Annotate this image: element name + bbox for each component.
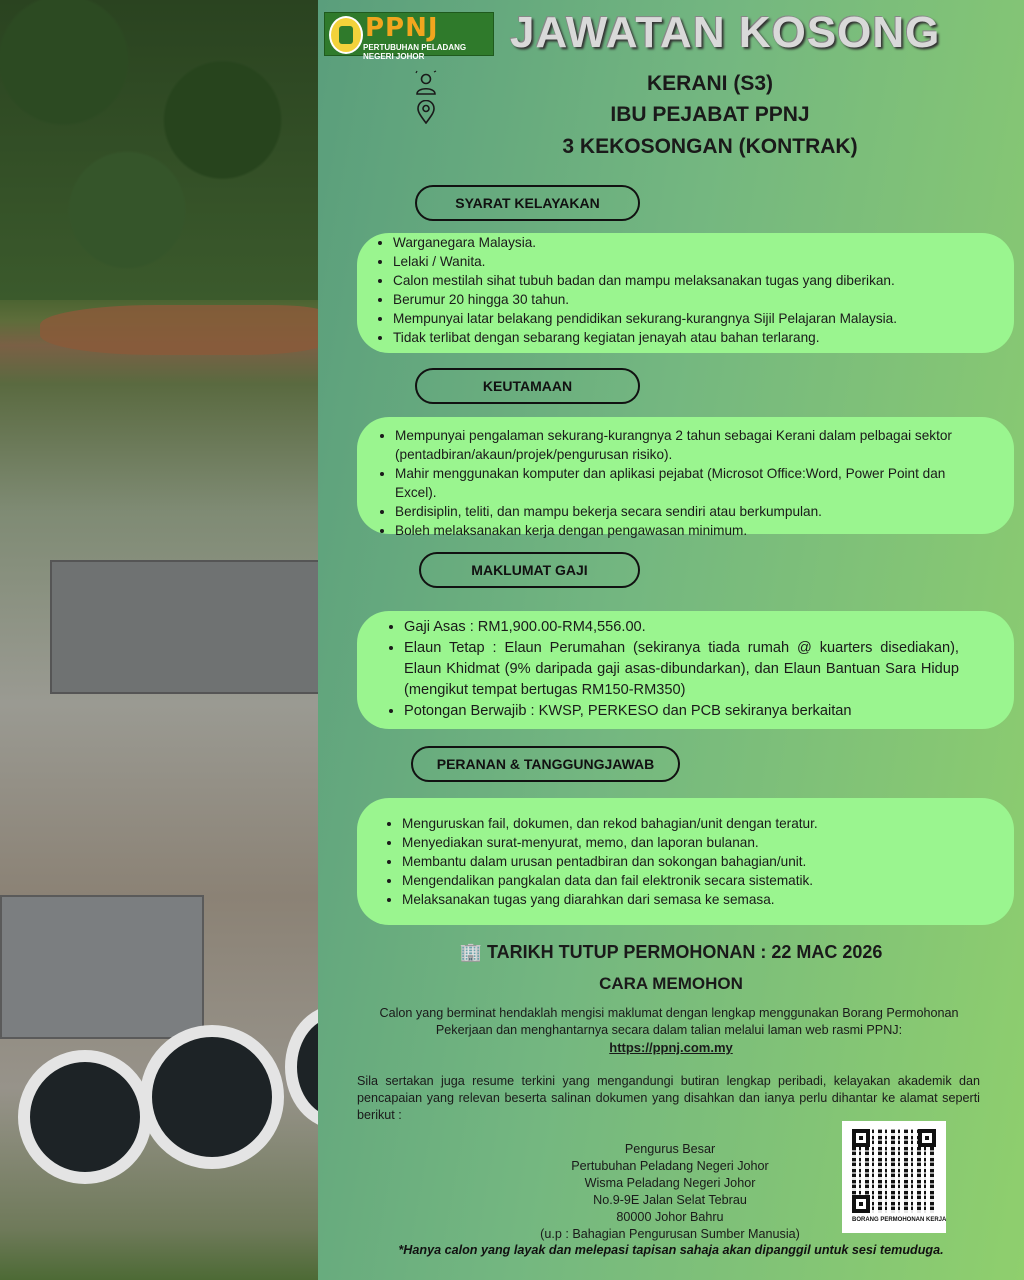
how-to-apply-heading: CARA MEMOHON [599,974,743,993]
qr-code[interactable] [842,1121,946,1233]
address-line: No.9-9E Jalan Selat Tebrau [593,1193,747,1207]
warehouse-roof [0,895,204,1039]
gaji-list [357,617,959,722]
logo-seal-icon [329,16,363,54]
website-link[interactable]: https://ppnj.com.my [609,1040,733,1055]
storage-tank [285,1005,318,1129]
closing-date: 🏢 TARIKH TUTUP PERMOHONAN : 22 MAC 2026 [459,942,883,962]
forest-area [0,0,318,300]
peranan-box [357,798,1014,925]
keutamaan-box [357,417,1014,538]
syarat-box [357,233,1014,353]
list-item: • Mahir menggunakan komputer dan aplikasi pejabat (Microsot Office:Word, Power Point dan Excel). [395,464,984,502]
section-heading-syarat: SYARAT KELAYAKAN [415,185,640,221]
river [40,305,318,355]
factory-roof [50,560,318,694]
list-item: • Mempunyai latar belakang pendidikan sekurang-kurangnya Sijil Pelajaran Malaysia. [393,309,1014,328]
list-item: • Menguruskan fail, dokumen, dan rekod bahagian/unit dengan teratur. [402,814,1014,833]
list-item: • Berumur 20 hingga 30 tahun. [393,290,1014,309]
qr-code-pattern [852,1129,936,1213]
qr-label: BORANG PERMOHONAN KERJA [852,1217,947,1223]
gaji-box [357,611,1014,729]
address-line: 80000 Johor Bahru [616,1210,724,1224]
list-item: • Tidak terlibat dengan sebarang kegiatan jenayah atau bahan terlarang. [393,328,1014,347]
logo-name: PPNJ [365,13,439,43]
list-item: • Berdisiplin, teliti, dan mampu bekerja secara sendiri atau berkumpulan. [395,502,984,521]
storage-tank [140,1025,284,1169]
job-location: IBU PEJABAT PPNJ [610,103,810,126]
list-item: • Warganegara Malaysia. [393,233,1014,252]
ppnj-logo [324,12,494,61]
address-line: Pertubuhan Peladang Negeri Johor [571,1159,769,1173]
list-item: • Menyediakan surat-menyurat, memo, dan laporan bulanan. [402,833,1014,852]
address-line: (u.p : Bahagian Pengurusan Sumber Manusia) [540,1227,800,1241]
section-heading-peranan: PERANAN & TANGGUNGJAWAB [411,746,680,782]
keutamaan-list [357,426,984,540]
job-position: KERANI (S3) [646,72,773,95]
list-item: • Gaji Asas : RM1,900.00-RM4,556.00. [404,617,959,638]
job-vacancies: 3 KEKOSONGAN (KONTRAK) [562,135,858,158]
list-item: • Mempunyai pengalaman sekurang-kurangnya 2 tahun sebagai Kerani dalam pelbagai sektor (pentadbiran/akaun/projek/pengurusan risiko). [395,426,984,464]
list-item: • Potongan Berwajib : KWSP, PERKESO dan PCB sekiranya berkaitan [404,701,959,722]
qr-finder [918,1129,936,1147]
list-item: • Melaksanakan tugas yang diarahkan dari semasa ke semasa. [402,890,1014,909]
list-item: • Elaun Tetap : Elaun Perumahan (sekiranya tiada rumah @ kuarters disediakan), Elaun Khidmat (9% daripada gaji asas-dibundarkan), dan Elaun Bantuan Sara Hidup (mengikut tempat bertugas RM150-RM350) [404,638,959,701]
qr-finder [852,1129,870,1147]
address-line: Wisma Peladang Negeri Johor [584,1176,756,1190]
list-item: • Mengendalikan pangkalan data dan fail elektronik secara sistematik. [402,871,1014,890]
qr-finder [852,1195,870,1213]
resume-note: Sila sertakan juga resume terkini yang mengandungi butiran lengkap peribadi, kelayakan akademik dan pencapaian yang relevan beserta salinan dokumen yang disahkan dan ianya perlu dihantar ke alamat seperti berikut : [357,1074,980,1122]
storage-tank [18,1050,152,1184]
list-item: • Boleh melaksanakan kerja dengan pengawasan minimum. [395,521,984,540]
section-heading-gaji: MAKLUMAT GAJI [419,552,640,588]
list-item: • Calon mestilah sihat tubuh badan dan mampu melaksanakan tugas yang diberikan. [393,271,1014,290]
aerial-photo [0,0,318,1280]
list-item: • Membantu dalam urusan pentadbiran dan sokongan bahagian/unit. [402,852,1014,871]
footnote: *Hanya calon yang layak dan melepasi tapisan sahaja akan dipanggil untuk sesi temuduga. [398,1243,944,1257]
peranan-list [357,814,1014,909]
list-item: • Lelaki / Wanita. [393,252,1014,271]
syarat-list [357,233,1014,347]
address-line: Pengurus Besar [624,1142,716,1156]
section-heading-keutamaan: KEUTAMAAN [415,368,640,404]
apply-instructions: Calon yang berminat hendaklah mengisi maklumat dengan lengkap menggunakan Borang Permohonan Pekerjaan dan menghantarnya secara dalam talian melalui laman web rasmi PPNJ: [379,1006,959,1037]
logo-subtitle: PERTUBUHAN PELADANG NEGERI JOHOR [363,43,467,61]
page-title: JAWATAN KOSONG [510,8,941,57]
